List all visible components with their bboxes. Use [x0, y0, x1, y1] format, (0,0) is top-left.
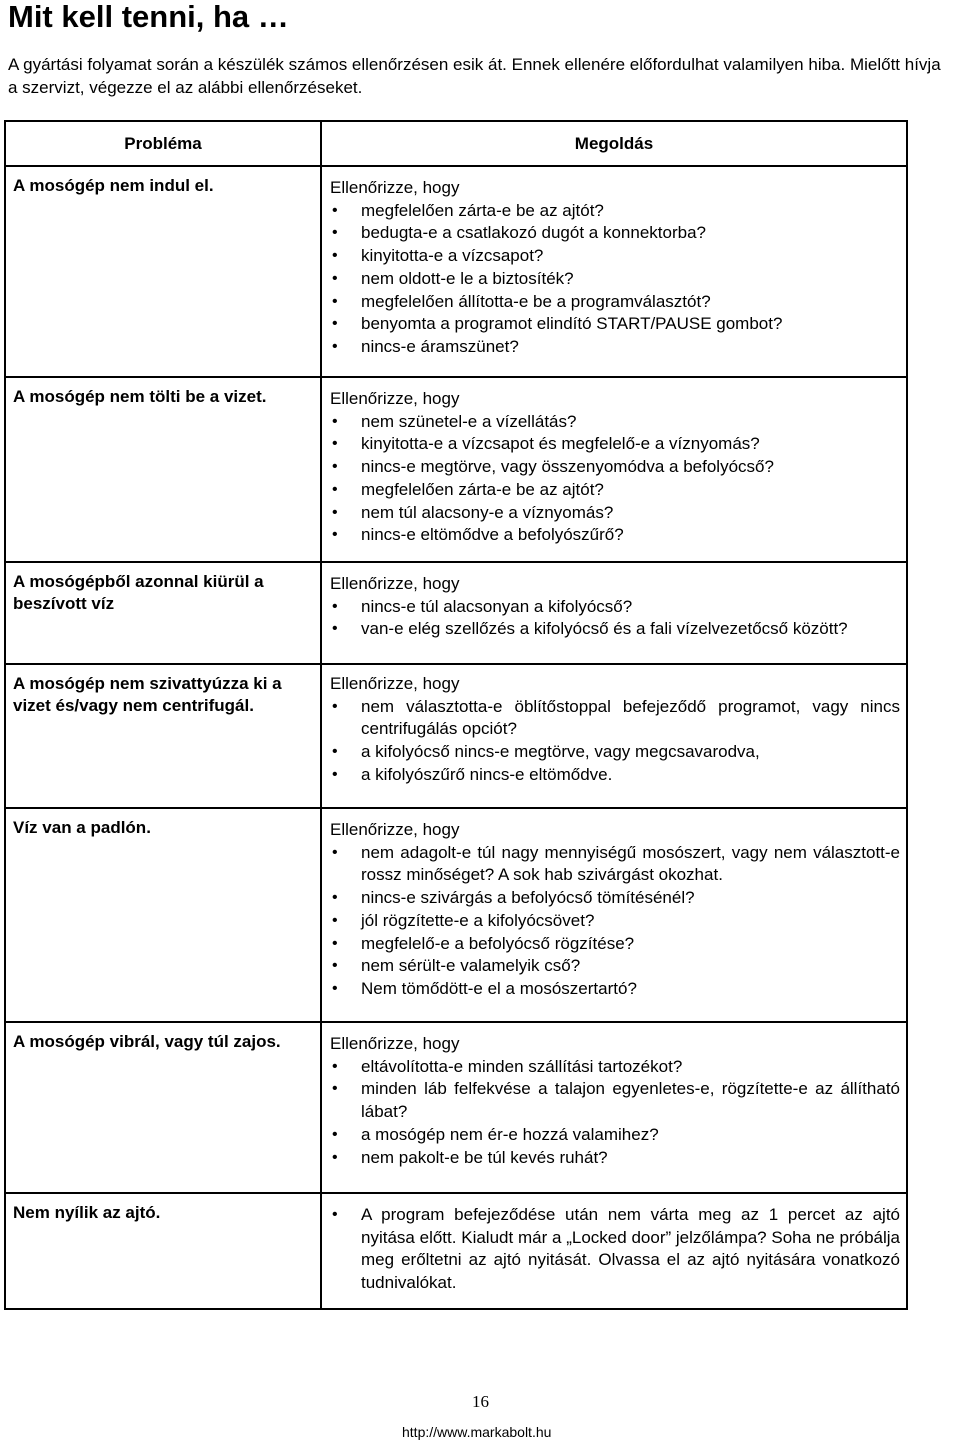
- list-item: • minden láb felfekvése a talajon egyenletes-e, rögzítette-e az állítható lábat?: [330, 1078, 900, 1123]
- list-item: • nincs-e szivárgás a befolyócső tömítésénél?: [330, 887, 900, 910]
- list-item: • bedugta-e a csatlakozó dugót a konnektorba?: [330, 222, 900, 245]
- solution-lead: Ellenőrizze, hogy: [330, 178, 460, 197]
- solution-lead: Ellenőrizze, hogy: [330, 820, 460, 839]
- list-item: • megfelelő-e a befolyócső rögzítése?: [330, 933, 900, 956]
- list-item: • nincs-e megtörve, vagy összenyomódva a befolyócső?: [330, 456, 900, 479]
- solution-list: [330, 200, 900, 359]
- table-row: [5, 808, 907, 1022]
- table-header-row: [5, 121, 907, 166]
- list-item: • nincs-e eltömődve a befolyószűrő?: [330, 524, 900, 547]
- solution-cell: [321, 377, 907, 562]
- list-item: • kinyitotta-e a vízcsapot?: [330, 245, 900, 268]
- solution-lead: Ellenőrizze, hogy: [330, 674, 460, 693]
- solution-cell: [321, 664, 907, 808]
- list-item: • nem szünetel-e a vízellátás?: [330, 411, 900, 434]
- solution-cell: [321, 1193, 907, 1309]
- list-item: • nem sérült-e valamelyik cső?: [330, 955, 900, 978]
- table-row: [5, 1022, 907, 1193]
- list-item: • eltávolította-e minden szállítási tartozékot?: [330, 1056, 900, 1079]
- list-item: • kinyitotta-e a vízcsapot és megfelelő-e a víznyomás?: [330, 433, 900, 456]
- header-problem: Probléma: [5, 121, 321, 166]
- solution-list: [330, 596, 900, 641]
- list-item: • Nem tömődött-e el a mosószertartó?: [330, 978, 900, 1001]
- list-item: • nincs-e túl alacsonyan a kifolyócső?: [330, 596, 900, 619]
- list-item: • benyomta a programot elindító START/PAUSE gombot?: [330, 313, 900, 336]
- solution-cell: [321, 1022, 907, 1193]
- list-item: • a kifolyócső nincs-e megtörve, vagy megcsavarodva,: [330, 741, 900, 764]
- solution-lead: Ellenőrizze, hogy: [330, 389, 460, 408]
- problem-cell: Víz van a padlón.: [5, 808, 321, 1022]
- table-row: [5, 377, 907, 562]
- table-row: [5, 664, 907, 808]
- solution-list: [330, 1204, 900, 1295]
- problem-cell: A mosógép nem tölti be a vizet.: [5, 377, 321, 562]
- solution-list: [330, 696, 900, 787]
- list-item: • megfelelően állította-e be a programválasztót?: [330, 291, 900, 314]
- troubleshooting-table: [4, 120, 908, 1310]
- problem-cell: A mosógépből azonnal kiürül a beszívott víz: [5, 562, 321, 664]
- page-number: 16: [472, 1392, 489, 1411]
- problem-cell: Nem nyílik az ajtó.: [5, 1193, 321, 1309]
- list-item: • nem túl alacsony-e a víznyomás?: [330, 502, 900, 525]
- solution-list: [330, 411, 900, 547]
- list-item: • A program befejeződése után nem várta meg az 1 percet az ajtó nyitása előtt. Kialudt már a „Locked door” jelzőlámpa? Soha ne próbálja meg erőltetni az ajtó nyitását. Olvassa el az ajtó nyitására vonatkozó tudnivalókat.: [330, 1204, 900, 1295]
- table-row: [5, 1193, 907, 1309]
- solution-list: [330, 1056, 900, 1170]
- table-row: [5, 562, 907, 664]
- list-item: • a mosógép nem ér-e hozzá valamihez?: [330, 1124, 900, 1147]
- list-item: • nincs-e áramszünet?: [330, 336, 900, 359]
- list-item: • nem adagolt-e túl nagy mennyiségű mosószert, vagy nem választott-e rossz minőséget? A sok hab szivárgást okozhat.: [330, 842, 900, 887]
- solution-cell: [321, 562, 907, 664]
- list-item: • megfelelően zárta-e be az ajtót?: [330, 479, 900, 502]
- list-item: • a kifolyószűrő nincs-e eltömődve.: [330, 764, 900, 787]
- problem-cell: A mosógép vibrál, vagy túl zajos.: [5, 1022, 321, 1193]
- solution-lead: Ellenőrizze, hogy: [330, 1034, 460, 1053]
- list-item: • jól rögzítette-e a kifolyócsövet?: [330, 910, 900, 933]
- problem-cell: A mosógép nem szivattyúzza ki a vizet és/vagy nem centrifugál.: [5, 664, 321, 808]
- page-title: Mit kell tenni, ha …: [8, 0, 289, 34]
- list-item: • nem pakolt-e be túl kevés ruhát?: [330, 1147, 900, 1170]
- list-item: • megfelelően zárta-e be az ajtót?: [330, 200, 900, 223]
- problem-cell: A mosógép nem indul el.: [5, 166, 321, 377]
- list-item: • nem választotta-e öblítőstoppal befejeződő programot, vagy nincs centrifugálás opciót?: [330, 696, 900, 741]
- list-item: • van-e elég szellőzés a kifolyócső és a fali vízelvezetőcső között?: [330, 618, 900, 641]
- header-solution: Megoldás: [321, 121, 907, 166]
- solution-cell: [321, 808, 907, 1022]
- footer-url: http://www.markabolt.hu: [402, 1424, 552, 1440]
- solution-lead: Ellenőrizze, hogy: [330, 574, 460, 593]
- solution-cell: [321, 166, 907, 377]
- solution-list: [330, 842, 900, 1001]
- list-item: • nem oldott-e le a biztosíték?: [330, 268, 900, 291]
- intro-paragraph: A gyártási folyamat során a készülék számos ellenőrzésen esik át. Ennek ellenére előfordulhat valamilyen hiba. Mielőtt hívja a szervizt, végezze el az alábbi ellenőrzéseket.: [8, 55, 941, 97]
- table-row: [5, 166, 907, 377]
